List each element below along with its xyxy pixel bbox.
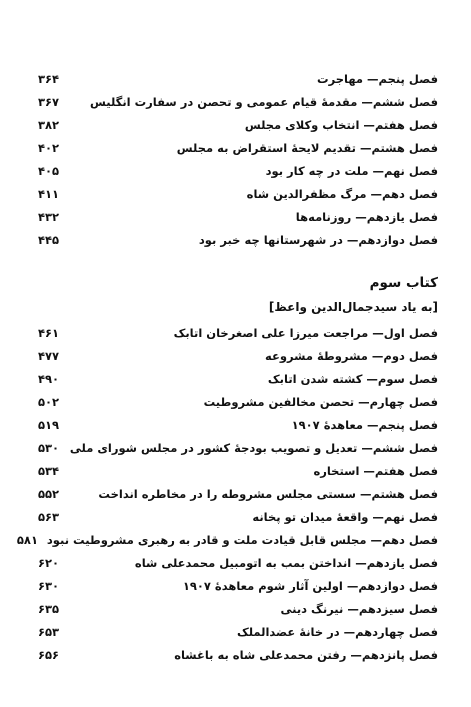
entry-title: فصل دوازدهم— اولین آثار شوم معاهدهٔ ۱۹۰۷ [182,579,438,593]
entry-title: فصل هفتم— استخاره [313,464,438,478]
entry-page-number: ۴۷۷ [38,349,60,363]
entry-page-number: ۶۵۶ [38,648,60,662]
toc-entry [38,507,438,527]
entry-title: فصل یازدهم— انداختن بمب به اتومبیل محمدعلی شاه [134,556,438,570]
entry-title: فصل اول— مراجعت میرزا علی اصغرخان اتابک [173,326,438,340]
entry-page-number: ۴۶۱ [38,326,60,340]
entry-page-number: ۶۳۰ [38,579,60,593]
entry-page-number: ۵۸۱ [16,533,38,547]
entry-page-number: ۵۱۹ [38,418,60,432]
toc-entry [38,369,438,389]
entry-title: فصل ششم— مقدمهٔ قیام عمومی و تحصن در سفارت انگلیس [90,95,438,109]
toc-entry [38,92,438,112]
entry-page-number: ۴۹۰ [38,372,60,386]
toc-entry [38,184,438,204]
toc-entry [38,599,438,619]
entry-title: فصل یازدهم— روزنامه‌ها [295,210,438,224]
entry-page-number: ۴۰۲ [38,141,60,155]
toc-entry [38,115,438,135]
toc-entry [38,69,438,89]
toc-entry [38,392,438,412]
entry-title: فصل دهم— مرگ مظفرالدین شاه [246,187,438,201]
toc-entry [38,138,438,158]
entry-title: فصل پنجم— مهاجرت [317,72,438,86]
entry-title: فصل نهم— واقعهٔ میدان تو پخانه [252,510,438,524]
entry-page-number: ۳۶۴ [38,72,60,86]
entry-title: فصل هشتم— سستی مجلس مشروطه را در مخاطره انداخت [98,487,438,501]
entry-page-number: ۵۳۰ [38,441,60,455]
toc-entry [38,553,438,573]
entry-title: فصل پنجم— معاهدهٔ ۱۹۰۷ [291,418,438,432]
entry-title: فصل سیزدهم— نیرنگ دینی [280,602,438,616]
entry-page-number: ۵۶۳ [38,510,60,524]
toc-entry [38,161,438,181]
entry-title: فصل دهم— مجلس قابل قیادت ملت و قادر به رهبری مشروطیت نبود [46,533,438,547]
toc-entry [38,622,438,642]
entry-page-number: ۵۵۲ [38,487,60,501]
entry-title: فصل هفتم— انتخاب وکلای مجلس [244,118,438,132]
entry-page-number: ۶۳۵ [38,602,60,616]
toc-entry [38,484,438,504]
entry-page-number: ۵۳۴ [38,464,60,478]
entry-title: فصل چهاردهم— در خانهٔ عضدالملک [236,625,438,639]
toc-entry [38,346,438,366]
entry-page-number: ۶۲۰ [38,556,60,570]
toc-entry [38,576,438,596]
entry-page-number: ۴۰۵ [38,164,60,178]
entry-title: فصل دوازدهم— در شهرستانها چه خبر بود [198,233,438,247]
toc-entry [16,530,438,550]
book-dedication: [به یاد سیدجمال‌الدین واعظ] [268,300,438,314]
entry-title: فصل هشتم— تقدیم لایحهٔ استقراض به مجلس [176,141,438,155]
entry-title: فصل پانزدهم— رفتن محمدعلی شاه به باغشاه [174,648,438,662]
toc-entry [38,415,438,435]
entry-title: فصل سوم— کشته شدن اتابک [267,372,438,386]
toc-entry [38,461,438,481]
entry-page-number: ۵۰۲ [38,395,60,409]
toc-entry [38,230,438,250]
entry-page-number: ۳۶۷ [38,95,60,109]
toc-entry [38,645,438,665]
entry-title: فصل دوم— مشروطهٔ مشروعه [265,349,438,363]
entry-page-number: ۴۴۵ [38,233,60,247]
entry-page-number: ۶۵۳ [38,625,60,639]
entry-title: فصل چهارم— تحصن مخالفین مشروطیت [203,395,438,409]
book-heading: کتاب سوم [369,275,438,291]
toc-entry [38,438,438,458]
entry-page-number: ۳۸۲ [38,118,60,132]
entry-title: فصل ششم— تعدیل و تصویب بودجهٔ کشور در مجلس شورای ملی [69,441,438,455]
entry-page-number: ۴۱۱ [38,187,60,201]
toc-entry [38,323,438,343]
entry-title: فصل نهم— ملت در چه کار بود [265,164,438,178]
entry-page-number: ۴۳۲ [38,210,60,224]
toc-entry [38,207,438,227]
